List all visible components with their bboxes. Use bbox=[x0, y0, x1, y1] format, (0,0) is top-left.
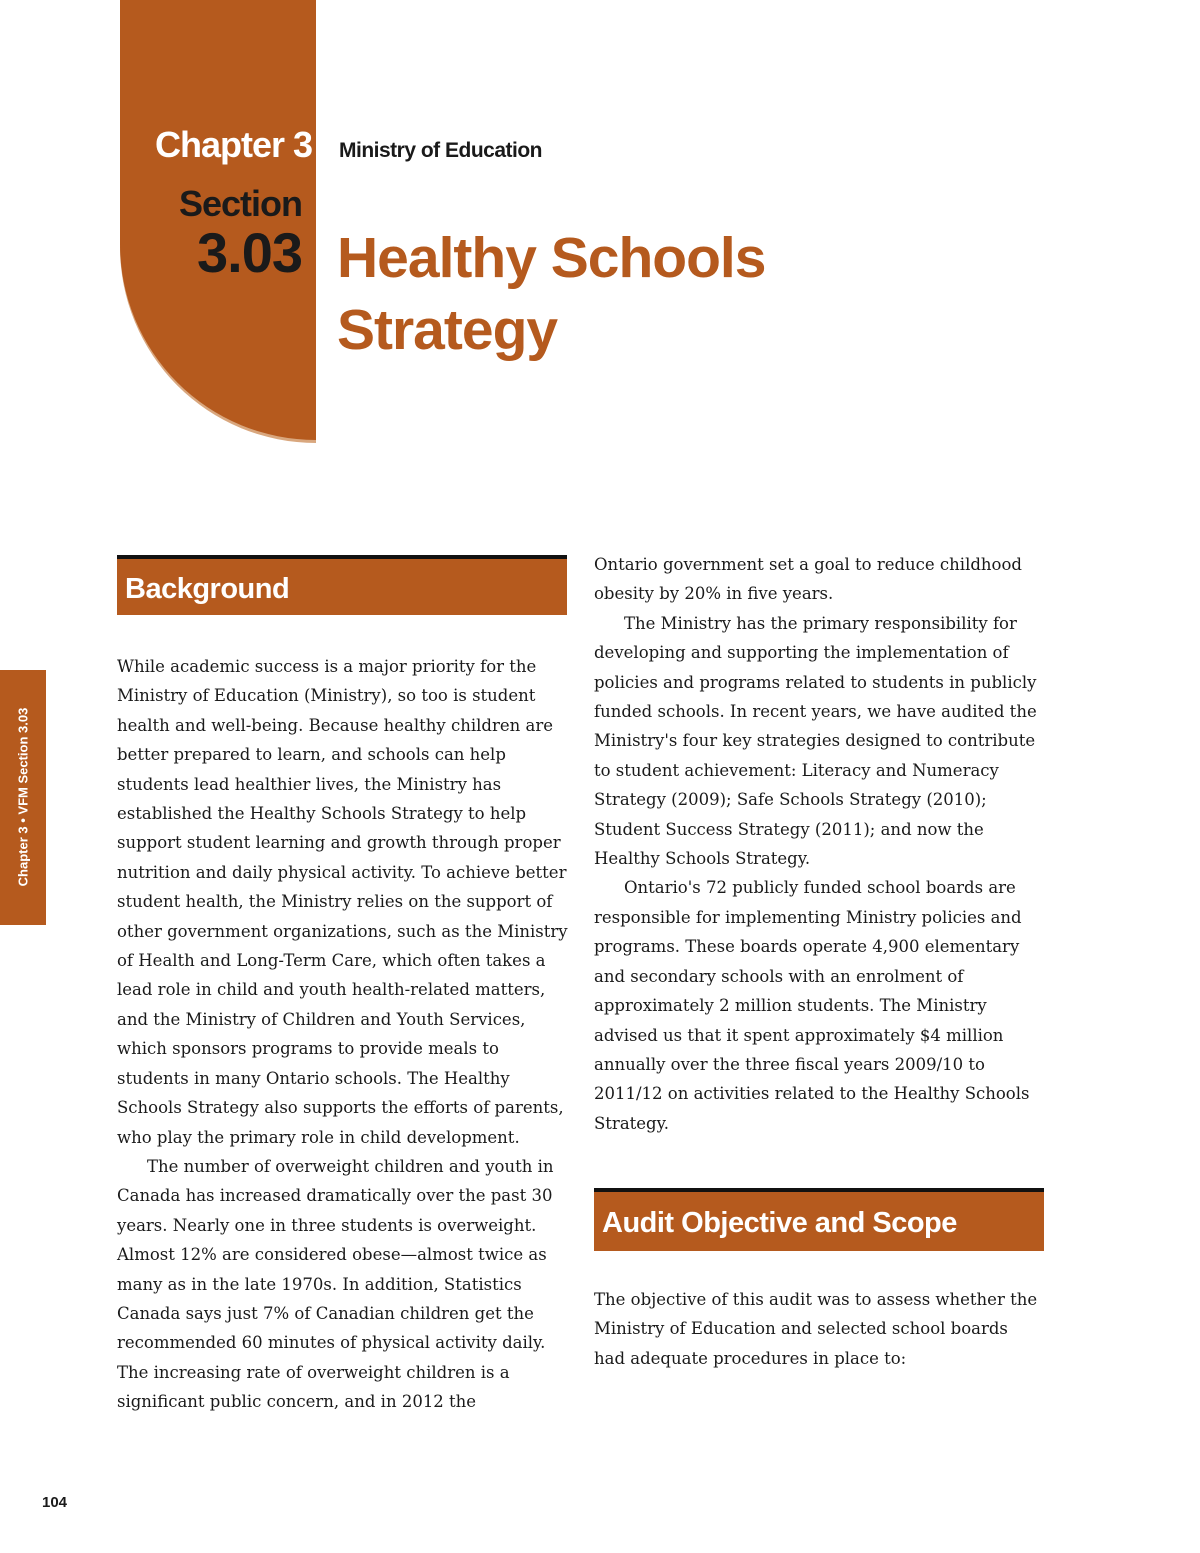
audit-paragraph: The objective of this audit was to assess whether the Ministry of Education and selected school boards had adequate procedures in place to: bbox=[594, 1290, 1038, 1368]
page-number: 104 bbox=[42, 1494, 68, 1511]
side-tab bbox=[0, 670, 46, 925]
chapter-label: Chapter 3 bbox=[154, 124, 312, 165]
background-paragraph-4: Ontario's 72 publicly funded school boards are responsible for implementing Ministry policies and programs. These boards operate 4,900 elementary and secondary schools with an enrolment of approximately 2 million students. The Ministry advised us that it spent approximately $4 million annually over the three fiscal years 2009/10 to 2011/12 on activities related to the Healthy Schools Strategy. bbox=[594, 878, 1030, 1133]
ministry-name: Ministry of Education bbox=[339, 139, 543, 162]
audit-heading: Audit Objective and Scope bbox=[602, 1207, 957, 1239]
page-title bbox=[337, 222, 765, 366]
background-text-right bbox=[594, 550, 1042, 1138]
background-paragraph-3: The Ministry has the primary responsibility for developing and supporting the implementation of policies and programs related to students in publicly funded schools. In recent years, we have audited the Ministry's four key strategies designed to contribute to student achievement: Literacy and Numeracy Strategy (2009); Safe Schools Strategy (2010); Student Success Strategy (2011); and now the Healthy Schools Strategy. bbox=[594, 613, 1037, 869]
side-tab-label: Chapter 3 • VFM Section 3.03 bbox=[15, 707, 31, 887]
section-label: Section bbox=[178, 183, 302, 224]
section-number: 3.03 bbox=[197, 221, 302, 284]
background-paragraph-1: While academic success is a major priority for the Ministry of Education (Ministry), so too is student health and well-being. Because healthy children are better prepared to learn, and schools can help students lead healthier lives, the Ministry has established the Healthy Schools Strategy to help support student learning and growth through proper nutrition and daily physical activity. To achieve better student health, the Ministry relies on the support of other government organizations, such as the Ministry of Health and Long-Term Care, which often takes a lead role in child and youth health-related matters, and the Ministry of Children and Youth Services, which sponsors programs to provide meals to students in many Ontario schools. The Healthy Schools Strategy also supports the efforts of parents, who play the primary role in child development. bbox=[117, 657, 568, 1147]
background-heading-bar bbox=[117, 555, 567, 615]
audit-heading-bar bbox=[594, 1188, 1044, 1251]
background-paragraph-2-continued: Ontario government set a goal to reduce childhood obesity by 20% in five years. bbox=[594, 555, 1022, 604]
page-title-line-2: Strategy bbox=[337, 298, 558, 362]
background-paragraph-2: The number of overweight children and youth in Canada has increased dramatically over the past 30 years. Nearly one in three students is overweight. Almost 12% are considered obese—almost twice as many as in the late 1970s. In addition, Statistics Canada says just 7% of Canadian children get the recommended 60 minutes of physical activity daily. The increasing rate of overweight children is a significant public concern, and in 2012 the bbox=[117, 1156, 554, 1412]
background-heading: Background bbox=[125, 573, 290, 605]
page-title-line-1: Healthy Schools bbox=[337, 226, 766, 290]
audit-text bbox=[594, 1285, 1042, 1373]
background-text-left bbox=[117, 652, 569, 1417]
